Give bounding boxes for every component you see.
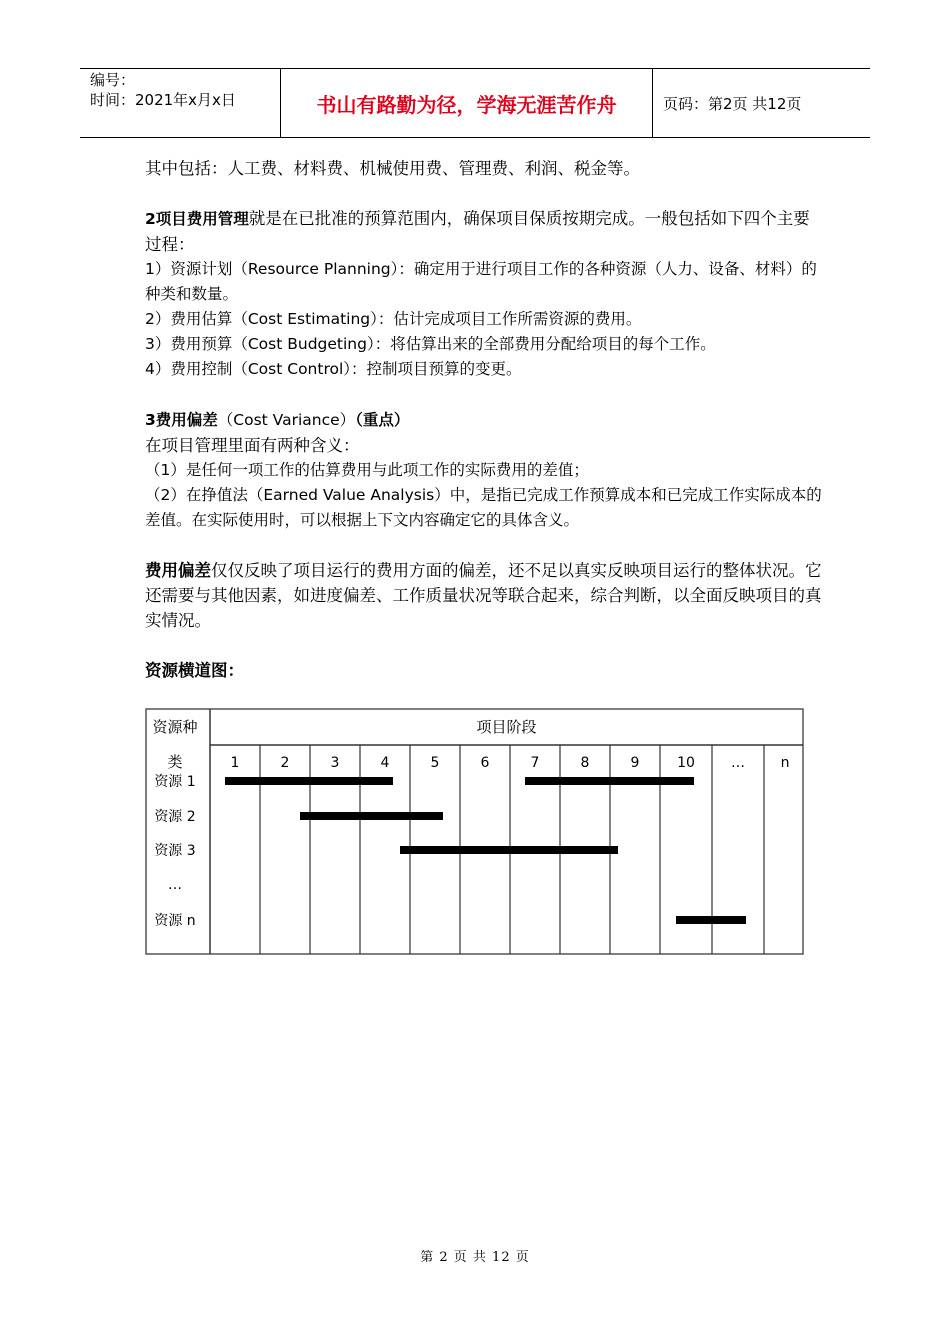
- motto: 书山有路勤为径，学海无涯苦作舟: [316, 92, 617, 117]
- header-motto-cell: [281, 69, 653, 137]
- list-item: 2）费用估算（Cost Estimating）：估计完成项目工作所需资源的费用。: [145, 310, 642, 328]
- section-2-title: 2项目费用管理: [145, 210, 249, 228]
- column-tick-label: 4: [380, 755, 390, 771]
- column-tick-label: 2: [280, 755, 290, 771]
- list-item: 1）资源计划（Resource Planning）：确定用于进行项目工作的各种资源（人力、设备、材料）的种类和数量。: [145, 260, 817, 303]
- section-3-english: （Cost Variance）: [217, 411, 356, 429]
- section-3-key: （重点）: [355, 411, 410, 429]
- resource-gantt-chart: [145, 708, 805, 956]
- list-item: 4）费用控制（Cost Control）：控制项目预算的变更。: [145, 360, 522, 378]
- paragraph-cost-items: 其中包括：人工费、材料费、机械使用费、管理费、利润、税金等。: [145, 159, 640, 178]
- page-footer: 第 2 页 共 12 页: [420, 1250, 530, 1265]
- resource-row-label: 资源 2: [154, 809, 196, 825]
- resource-row-label: 资源 1: [154, 774, 196, 790]
- page-header: [80, 68, 870, 138]
- cost-variance-text: 仅仅反映了项目运行的费用方面的偏差，还不足以真实反映项目运行的整体状况。它还需要与其他因素，如进度偏差、工作质量状况等联合起来，综合判断，以全面反映项目的真实情况。: [145, 561, 822, 630]
- column-tick-label: 9: [630, 755, 640, 771]
- section-2-text: 就是在已批准的预算范围内，确保项目保质按期完成。一般包括如下四个主要过程：: [145, 209, 810, 254]
- resource-row-label: 资源 3: [154, 843, 196, 859]
- column-tick-label: 3: [330, 755, 340, 771]
- section-3-line: （1）是任何一项工作的估算费用与此项工作的实际费用的差值；: [145, 461, 589, 479]
- gantt-bar: [525, 777, 694, 785]
- list-item: 3）费用预算（Cost Budgeting）：将估算出来的全部费用分配给项目的每个工作。: [145, 335, 716, 353]
- column-tick-label: 5: [430, 755, 440, 771]
- column-tick-label: 10: [677, 755, 695, 771]
- gantt-bar: [300, 812, 443, 820]
- gantt-svg: [145, 708, 805, 956]
- section-3-line: （2）在挣值法（Earned Value Analysis）中，是指已完成工作预算成本和已完成工作实际成本的差值。在实际使用时，可以根据上下文内容确定它的具体含义。: [145, 486, 822, 529]
- row-header-label: 资源种: [152, 718, 198, 736]
- resource-row-label: 资源 n: [154, 913, 196, 929]
- column-tick-label: 6: [480, 755, 490, 771]
- row-header-label: 类: [167, 753, 183, 771]
- resource-row-label: …: [168, 877, 182, 893]
- column-tick-label: n: [780, 755, 790, 771]
- column-group-header: 项目阶段: [476, 718, 537, 736]
- gantt-bar: [225, 777, 393, 785]
- column-tick-label: …: [731, 755, 745, 771]
- gantt-bar: [400, 846, 618, 854]
- code-label: 编号：: [90, 71, 136, 89]
- column-tick-label: 8: [580, 755, 590, 771]
- cost-variance-bold: 费用偏差: [145, 561, 211, 580]
- header-meta-cell: [80, 69, 281, 137]
- gantt-bar: [676, 916, 746, 924]
- column-tick-label: 7: [530, 755, 540, 771]
- paragraph-cost-management: [145, 206, 825, 257]
- chart-heading: 资源横道图：: [145, 661, 244, 680]
- paragraph-cost-variance: [145, 558, 825, 633]
- section-3-title: 3费用偏差: [145, 411, 218, 429]
- section-3-line: 在项目管理里面有两种含义：: [145, 436, 360, 455]
- time-label: 时间：2021年x月x日: [90, 91, 236, 109]
- page-info: 页码：第2页 共12页: [663, 94, 802, 113]
- header-page-cell: [653, 69, 870, 137]
- document-body: [145, 156, 825, 683]
- column-tick-label: 1: [230, 755, 240, 771]
- section-3-heading: [145, 407, 825, 433]
